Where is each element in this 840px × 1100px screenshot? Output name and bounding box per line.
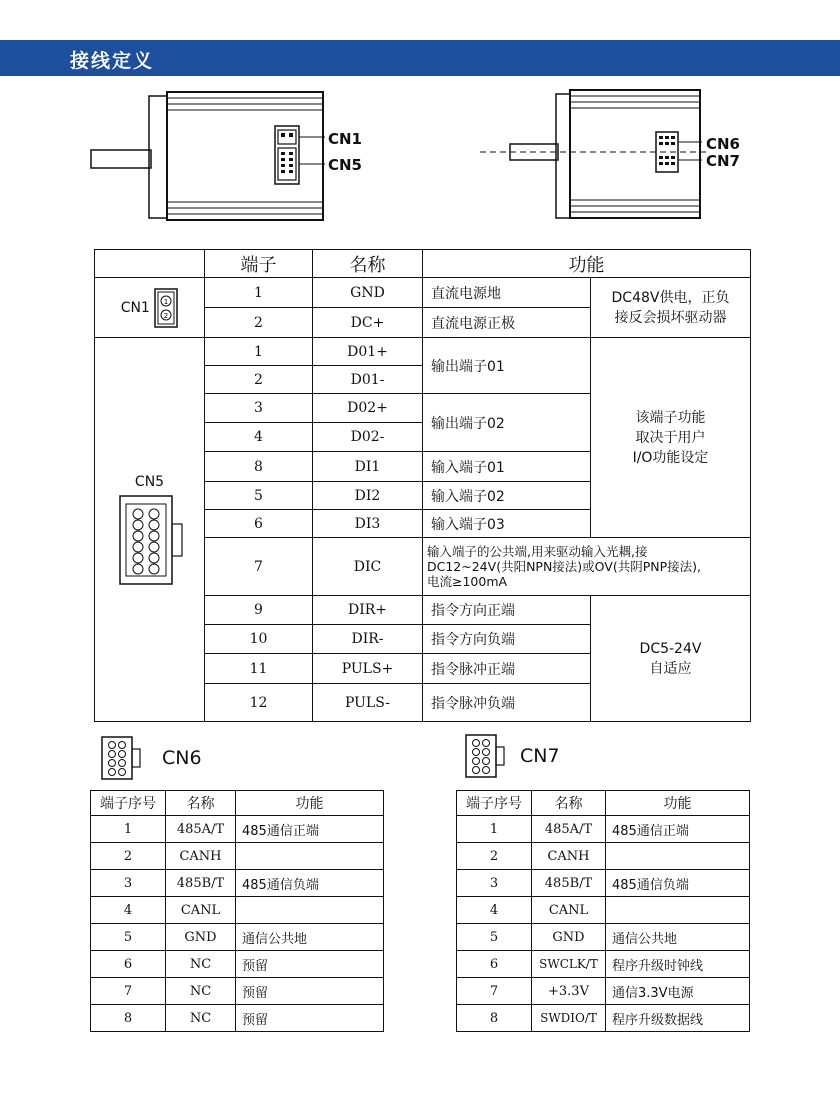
func-cell: 直流电源正极 xyxy=(423,308,591,338)
motor-side-view-left xyxy=(85,88,355,223)
pin-cell: 5 xyxy=(205,482,313,510)
func-cell: 输出端子01 xyxy=(423,338,591,394)
name-cell: CANH xyxy=(166,843,236,870)
header-terminal: 端子 xyxy=(205,250,313,278)
name-cell: 485B/T xyxy=(166,870,236,897)
func-cell: 485通信正端 xyxy=(606,816,750,843)
header-pin-no: 端子序号 xyxy=(457,791,532,816)
func-cell: 通信公共地 xyxy=(236,924,384,951)
func-cell: 指令脉冲正端 xyxy=(423,654,591,684)
pin-cell: 6 xyxy=(457,951,532,978)
note-line: DC48V供电，正负 xyxy=(611,289,730,306)
pin-cell: 2 xyxy=(457,843,532,870)
cn6-connector-icon xyxy=(100,735,144,781)
name-cell: GND xyxy=(532,924,606,951)
header-function: 功能 xyxy=(423,250,751,278)
func-cell: 输入端子01 xyxy=(423,452,591,482)
section-title: 接线定义 xyxy=(70,50,155,72)
cn5-callout: CN5 xyxy=(328,156,362,174)
note-line: 自适应 xyxy=(649,660,692,677)
name-cell: 485A/T xyxy=(532,816,606,843)
section-header-band xyxy=(0,40,840,76)
name-cell: SWDIO/T xyxy=(532,1005,606,1032)
cn5-connector-icon xyxy=(114,494,186,586)
table-row xyxy=(95,278,751,308)
header-name: 名称 xyxy=(532,791,606,816)
func-cell xyxy=(606,897,750,924)
name-cell: 485A/T xyxy=(166,816,236,843)
pin-cell: 8 xyxy=(457,1005,532,1032)
pin-cell: 7 xyxy=(91,978,166,1005)
table-row xyxy=(91,924,384,951)
name-cell: NC xyxy=(166,1005,236,1032)
note-line: 接反会损坏驱动器 xyxy=(614,309,727,326)
note-line: 取决于用户 xyxy=(635,429,706,446)
func-cell: 输入端子03 xyxy=(423,510,591,538)
cn1-label: CN1 xyxy=(120,299,150,316)
func-cell: 通信公共地 xyxy=(606,924,750,951)
func-cell: 输入端子02 xyxy=(423,482,591,510)
header-pin-no: 端子序号 xyxy=(91,791,166,816)
pin-cell: 12 xyxy=(205,684,313,722)
name-cell: DI2 xyxy=(313,482,423,510)
pin-cell: 1 xyxy=(457,816,532,843)
pin-cell: 1 xyxy=(205,278,313,308)
cn1-cell xyxy=(95,278,205,338)
pin-cell: 6 xyxy=(205,510,313,538)
table-row xyxy=(91,978,384,1005)
table-row xyxy=(91,870,384,897)
name-cell: DIC xyxy=(313,538,423,596)
func-cell: 输出端子02 xyxy=(423,394,591,452)
motor-side-view-right xyxy=(480,88,710,223)
table-row xyxy=(91,816,384,843)
pin-cell: 11 xyxy=(205,654,313,684)
pin-cell: 5 xyxy=(457,924,532,951)
func-cell: 485通信正端 xyxy=(236,816,384,843)
table-row xyxy=(457,870,750,897)
func-cell: 程序升级时钟线 xyxy=(606,951,750,978)
header-function: 功能 xyxy=(236,791,384,816)
svg-text:1: 1 xyxy=(164,297,169,306)
pin-cell: 2 xyxy=(205,366,313,394)
cn7-callout: CN7 xyxy=(706,152,740,170)
name-cell: CANH xyxy=(532,843,606,870)
pin-cell: 9 xyxy=(205,596,313,625)
table-row xyxy=(95,338,751,366)
pin-cell: 3 xyxy=(457,870,532,897)
note-line: 该端子功能 xyxy=(635,409,706,426)
cn6-title: CN6 xyxy=(162,747,202,769)
func-cell: 预留 xyxy=(236,978,384,1005)
func-cell: 通信3.3V电源 xyxy=(606,978,750,1005)
table-row xyxy=(457,978,750,1005)
func-cell: 直流电源地 xyxy=(423,278,591,308)
cn5-cell xyxy=(95,338,205,722)
cn7-table xyxy=(456,790,750,1032)
cn1-connector-icon xyxy=(154,288,178,328)
cn7-title: CN7 xyxy=(520,745,560,767)
name-cell: SWCLK/T xyxy=(532,951,606,978)
name-cell: PULS- xyxy=(313,684,423,722)
dic-line: DC12~24V(共阳NPN接法)或OV(共阴PNP接法), xyxy=(427,559,702,574)
name-cell: D01+ xyxy=(313,338,423,366)
pin-cell: 1 xyxy=(205,338,313,366)
func-cell: 485通信负端 xyxy=(606,870,750,897)
pin-cell: 3 xyxy=(91,870,166,897)
func-cell xyxy=(236,897,384,924)
name-cell: DC+ xyxy=(313,308,423,338)
table-row xyxy=(457,924,750,951)
table-row xyxy=(457,816,750,843)
svg-text:2: 2 xyxy=(164,311,169,320)
name-cell: GND xyxy=(313,278,423,308)
func-cell: 程序升级数据线 xyxy=(606,1005,750,1032)
func-cell xyxy=(236,843,384,870)
table-row xyxy=(91,951,384,978)
cn5-signal-note xyxy=(591,596,751,722)
pin-cell: 4 xyxy=(205,423,313,452)
name-cell: D02- xyxy=(313,423,423,452)
cn1-note xyxy=(591,278,751,338)
table-row xyxy=(91,1005,384,1032)
table-row xyxy=(457,1005,750,1032)
cn7-connector-icon xyxy=(464,733,508,779)
name-cell: CANL xyxy=(532,897,606,924)
name-cell: CANL xyxy=(166,897,236,924)
table-row xyxy=(91,897,384,924)
pin-cell: 7 xyxy=(457,978,532,1005)
cn6-table xyxy=(90,790,384,1032)
func-cell: 指令方向负端 xyxy=(423,625,591,654)
name-cell: GND xyxy=(166,924,236,951)
pin-cell: 2 xyxy=(205,308,313,338)
name-cell: PULS+ xyxy=(313,654,423,684)
pin-cell: 8 xyxy=(205,452,313,482)
header-name: 名称 xyxy=(166,791,236,816)
func-cell: 预留 xyxy=(236,1005,384,1032)
func-cell xyxy=(606,843,750,870)
dic-line: 输入端子的公共端,用来驱动输入光耦,接 xyxy=(427,544,648,559)
wiring-table-main xyxy=(94,249,751,722)
name-cell: DI3 xyxy=(313,510,423,538)
table-row xyxy=(91,843,384,870)
func-cell: 预留 xyxy=(236,951,384,978)
header-empty xyxy=(95,250,205,278)
pin-cell: 10 xyxy=(205,625,313,654)
note-line: DC5-24V xyxy=(639,640,702,657)
cn6-callout: CN6 xyxy=(706,135,740,153)
dic-description xyxy=(423,538,751,596)
name-cell: NC xyxy=(166,951,236,978)
name-cell: DIR- xyxy=(313,625,423,654)
func-cell: 指令方向正端 xyxy=(423,596,591,625)
name-cell: D01- xyxy=(313,366,423,394)
pin-cell: 4 xyxy=(91,897,166,924)
name-cell: DIR+ xyxy=(313,596,423,625)
name-cell: NC xyxy=(166,978,236,1005)
cn5-io-note xyxy=(591,338,751,538)
pin-cell: 1 xyxy=(91,816,166,843)
header-name: 名称 xyxy=(313,250,423,278)
note-line: I/O功能设定 xyxy=(632,449,709,466)
name-cell: 485B/T xyxy=(532,870,606,897)
table-row xyxy=(457,843,750,870)
pin-cell: 5 xyxy=(91,924,166,951)
header-function: 功能 xyxy=(606,791,750,816)
cn5-label: CN5 xyxy=(134,473,165,490)
cn1-callout: CN1 xyxy=(328,130,362,148)
table-row xyxy=(457,951,750,978)
pin-cell: 2 xyxy=(91,843,166,870)
table-row xyxy=(457,897,750,924)
pin-cell: 6 xyxy=(91,951,166,978)
name-cell: D02+ xyxy=(313,394,423,423)
func-cell: 485通信负端 xyxy=(236,870,384,897)
name-cell: DI1 xyxy=(313,452,423,482)
pin-cell: 7 xyxy=(205,538,313,596)
func-cell: 指令脉冲负端 xyxy=(423,684,591,722)
dic-line: 电流≥100mA xyxy=(427,574,508,589)
pin-cell: 8 xyxy=(91,1005,166,1032)
pin-cell: 4 xyxy=(457,897,532,924)
name-cell: +3.3V xyxy=(532,978,606,1005)
pin-cell: 3 xyxy=(205,394,313,423)
